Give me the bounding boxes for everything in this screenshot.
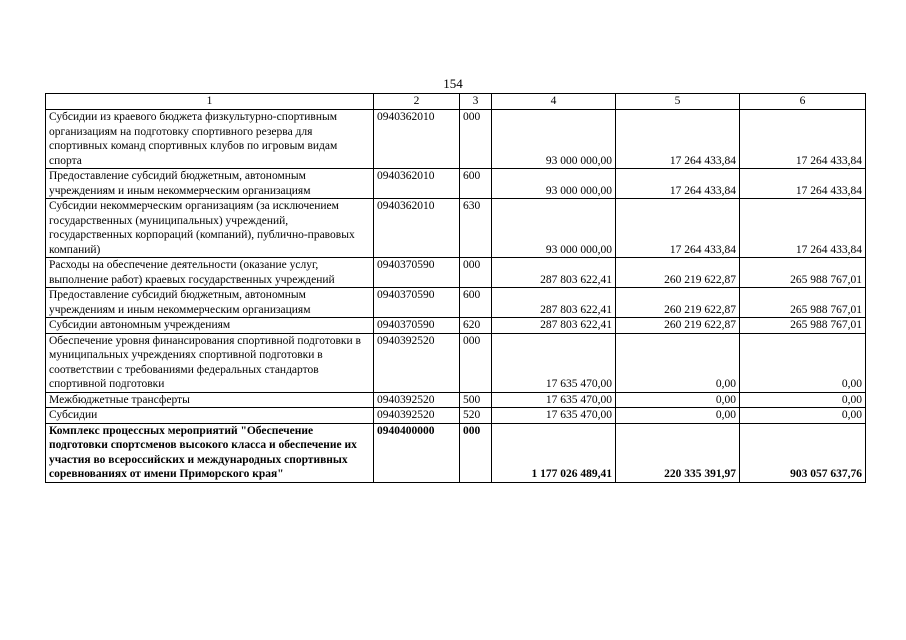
expense-type-cell: 000 <box>460 333 492 392</box>
column-header: 6 <box>740 94 866 110</box>
amount-column-4-cell: 93 000 000,00 <box>492 199 616 258</box>
table-row <box>46 408 866 424</box>
amount-column-6-cell: 0,00 <box>740 333 866 392</box>
amount-column-4-cell: 287 803 622,41 <box>492 258 616 288</box>
target-article-cell: 0940362010 <box>374 169 460 199</box>
column-header: 2 <box>374 94 460 110</box>
table-row <box>46 423 866 482</box>
table-row <box>46 199 866 258</box>
amount-column-4-cell: 287 803 622,41 <box>492 288 616 318</box>
row-name-cell: Комплекс процессных мероприятий "Обеспечение подготовки спортсменов высокого класса и обеспечение их участия во всероссийских и международных спортивных соревнованиях от имени Приморского края" <box>46 423 374 482</box>
amount-column-4-cell: 93 000 000,00 <box>492 169 616 199</box>
target-article-cell: 0940392520 <box>374 408 460 424</box>
column-header: 5 <box>616 94 740 110</box>
expense-type-cell: 520 <box>460 408 492 424</box>
expense-type-cell: 620 <box>460 318 492 334</box>
amount-column-6-cell: 265 988 767,01 <box>740 288 866 318</box>
table-header-row <box>46 94 866 110</box>
target-article-cell: 0940400000 <box>374 423 460 482</box>
amount-column-5-cell: 260 219 622,87 <box>616 288 740 318</box>
amount-column-4-cell: 17 635 470,00 <box>492 333 616 392</box>
table-row <box>46 288 866 318</box>
amount-column-6-cell: 0,00 <box>740 408 866 424</box>
amount-column-5-cell: 220 335 391,97 <box>616 423 740 482</box>
table-row <box>46 333 866 392</box>
row-name-cell: Предоставление субсидий бюджетным, автономным учреждениям и иным некоммерческим организациям <box>46 169 374 199</box>
budget-table <box>45 93 866 483</box>
target-article-cell: 0940392520 <box>374 333 460 392</box>
amount-column-6-cell: 265 988 767,01 <box>740 318 866 334</box>
amount-column-5-cell: 260 219 622,87 <box>616 258 740 288</box>
column-header: 1 <box>46 94 374 110</box>
target-article-cell: 0940362010 <box>374 110 460 169</box>
amount-column-6-cell: 17 264 433,84 <box>740 110 866 169</box>
table-row <box>46 392 866 408</box>
row-name-cell: Субсидии некоммерческим организациям (за исключением государственных (муниципальных) учреждений, государственных корпораций (компаний), публично-правовых компаний) <box>46 199 374 258</box>
amount-column-4-cell: 1 177 026 489,41 <box>492 423 616 482</box>
table-row <box>46 258 866 288</box>
expense-type-cell: 600 <box>460 169 492 199</box>
expense-type-cell: 000 <box>460 423 492 482</box>
target-article-cell: 0940370590 <box>374 318 460 334</box>
amount-column-5-cell: 0,00 <box>616 408 740 424</box>
row-name-cell: Обеспечение уровня финансирования спортивной подготовки в муниципальных учреждениях спортивной подготовки в соответствии с требованиями федеральных стандартов спортивной подготовки <box>46 333 374 392</box>
row-name-cell: Межбюджетные трансферты <box>46 392 374 408</box>
amount-column-6-cell: 17 264 433,84 <box>740 199 866 258</box>
target-article-cell: 0940362010 <box>374 199 460 258</box>
table-body <box>46 110 866 483</box>
target-article-cell: 0940392520 <box>374 392 460 408</box>
expense-type-cell: 000 <box>460 110 492 169</box>
row-name-cell: Предоставление субсидий бюджетным, автономным учреждениям и иным некоммерческим организациям <box>46 288 374 318</box>
column-header: 4 <box>492 94 616 110</box>
amount-column-6-cell: 0,00 <box>740 392 866 408</box>
amount-column-5-cell: 17 264 433,84 <box>616 199 740 258</box>
amount-column-6-cell: 903 057 637,76 <box>740 423 866 482</box>
target-article-cell: 0940370590 <box>374 258 460 288</box>
row-name-cell: Субсидии из краевого бюджета физкультурно-спортивным организациям на подготовку спортивного резерва для спортивных команд спортивных клубов по игровым видам спорта <box>46 110 374 169</box>
amount-column-6-cell: 17 264 433,84 <box>740 169 866 199</box>
expense-type-cell: 500 <box>460 392 492 408</box>
expense-type-cell: 600 <box>460 288 492 318</box>
amount-column-4-cell: 93 000 000,00 <box>492 110 616 169</box>
amount-column-4-cell: 287 803 622,41 <box>492 318 616 334</box>
amount-column-5-cell: 0,00 <box>616 392 740 408</box>
expense-type-cell: 630 <box>460 199 492 258</box>
table-row <box>46 169 866 199</box>
amount-column-5-cell: 260 219 622,87 <box>616 318 740 334</box>
amount-column-4-cell: 17 635 470,00 <box>492 408 616 424</box>
page-number: 154 <box>443 76 463 91</box>
expense-type-cell: 000 <box>460 258 492 288</box>
target-article-cell: 0940370590 <box>374 288 460 318</box>
amount-column-5-cell: 17 264 433,84 <box>616 169 740 199</box>
amount-column-5-cell: 17 264 433,84 <box>616 110 740 169</box>
table-row <box>46 110 866 169</box>
amount-column-4-cell: 17 635 470,00 <box>492 392 616 408</box>
amount-column-5-cell: 0,00 <box>616 333 740 392</box>
table-row <box>46 318 866 334</box>
row-name-cell: Субсидии автономным учреждениям <box>46 318 374 334</box>
row-name-cell: Расходы на обеспечение деятельности (оказание услуг, выполнение работ) краевых государственных учреждений <box>46 258 374 288</box>
column-header: 3 <box>460 94 492 110</box>
amount-column-6-cell: 265 988 767,01 <box>740 258 866 288</box>
row-name-cell: Субсидии <box>46 408 374 424</box>
